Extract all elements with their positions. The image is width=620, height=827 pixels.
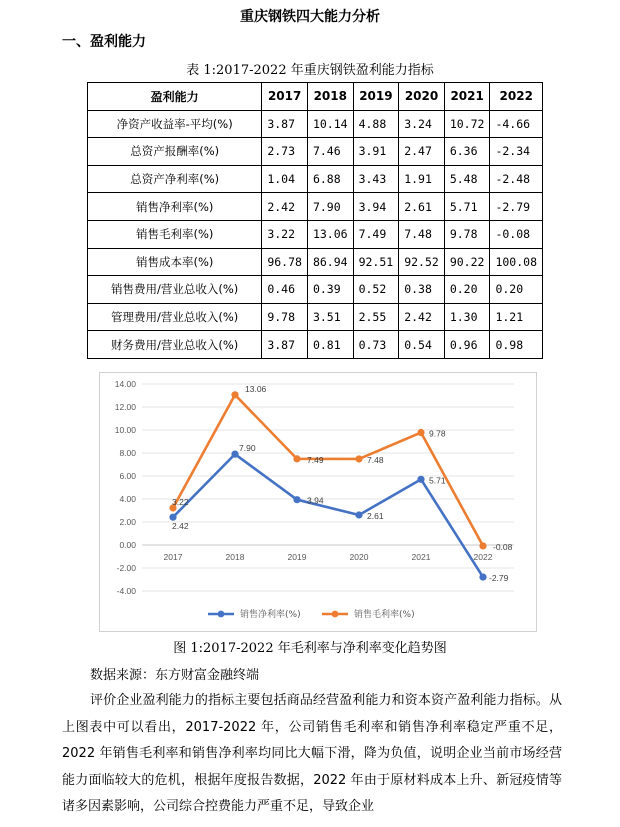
value-cell: 13.06 [307, 220, 353, 248]
y-tick-label: 0.00 [119, 540, 136, 550]
table-header-cell: 2021 [444, 83, 490, 111]
table-row [88, 193, 543, 221]
data-label: 9.78 [429, 428, 446, 439]
x-tick-label: 2017 [163, 552, 183, 562]
value-cell: 96.78 [262, 248, 308, 276]
value-cell: 7.48 [399, 220, 445, 248]
value-cell: 3.22 [262, 220, 308, 248]
data-label: 5.71 [429, 475, 446, 486]
y-tick-label: 14.00 [114, 379, 136, 389]
value-cell: 5.71 [444, 193, 490, 221]
value-cell: 0.39 [307, 276, 353, 304]
value-cell: 7.49 [353, 220, 399, 248]
value-cell: 1.21 [490, 303, 543, 331]
x-tick-label: 2018 [225, 552, 245, 562]
data-point [231, 451, 238, 458]
legend-marker [218, 611, 225, 618]
row-label-cell: 管理费用/营业总收入(%) [88, 303, 262, 331]
table-header-cell: 2018 [307, 83, 353, 111]
x-tick-label: 2021 [411, 552, 431, 562]
row-label-cell: 净资产收益率-平均(%) [88, 110, 262, 138]
row-label-cell: 销售成本率(%) [88, 248, 262, 276]
table-row [88, 303, 543, 331]
row-label-cell: 销售毛利率(%) [88, 220, 262, 248]
value-cell: 86.94 [307, 248, 353, 276]
section-heading: 一、盈利能力 [62, 34, 146, 50]
table-header-cell: 2020 [399, 83, 445, 111]
profitability-table [87, 82, 543, 359]
value-cell: 1.30 [444, 303, 490, 331]
data-point [169, 514, 176, 521]
value-cell: 1.04 [262, 165, 308, 193]
value-cell: 2.73 [262, 138, 308, 166]
value-cell: 92.51 [353, 248, 399, 276]
data-point [417, 429, 424, 436]
value-cell: 0.96 [444, 331, 490, 359]
value-cell: -2.34 [490, 138, 543, 166]
table-header-cell: 2019 [353, 83, 399, 111]
table-caption: 表 1:2017-2022 年重庆钢铁盈利能力指标 [186, 63, 434, 78]
data-point [479, 573, 486, 580]
value-cell: 0.20 [444, 276, 490, 304]
value-cell: 2.42 [262, 193, 308, 221]
line-chart [100, 373, 536, 631]
series-line [173, 454, 483, 577]
y-tick-label: 6.00 [119, 471, 136, 481]
value-cell: 10.14 [307, 110, 353, 138]
y-tick-label: 4.00 [119, 494, 136, 504]
value-cell: 4.88 [353, 110, 399, 138]
table-header-cell: 2017 [262, 83, 308, 111]
value-cell: 5.48 [444, 165, 490, 193]
value-cell: -4.66 [490, 110, 543, 138]
row-label-cell: 销售净利率(%) [88, 193, 262, 221]
row-label-cell: 总资产报酬率(%) [88, 138, 262, 166]
table-body [88, 110, 543, 358]
value-cell: 0.38 [399, 276, 445, 304]
value-cell: 0.98 [490, 331, 543, 359]
value-cell: 6.88 [307, 165, 353, 193]
value-cell: 0.73 [353, 331, 399, 359]
y-tick-label: 12.00 [114, 402, 136, 412]
value-cell: 0.81 [307, 331, 353, 359]
legend-label: 销售净利率(%) [240, 610, 301, 620]
table-row [88, 110, 543, 138]
table-row [88, 276, 543, 304]
data-label: -0.08 [493, 541, 513, 552]
value-cell: -2.48 [490, 165, 543, 193]
data-point [417, 476, 424, 483]
x-tick-label: 2019 [287, 552, 307, 562]
data-point [293, 455, 300, 462]
data-point [355, 455, 362, 462]
table-row [88, 331, 543, 359]
table-row [88, 248, 543, 276]
value-cell: 2.47 [399, 138, 445, 166]
value-cell: 10.72 [444, 110, 490, 138]
data-label: 3.22 [172, 496, 189, 507]
value-cell: 7.90 [307, 193, 353, 221]
value-cell: 0.54 [399, 331, 445, 359]
body-paragraph: 评价企业盈利能力的指标主要包括商品经营盈利能力和资本资产盈利能力指标。从上图表中可以看出，2017-2022 年，公司销售毛利率和销售净利率稳定严重不足，2022 年销售毛利率和销售净利率均同比大幅下滑，降为负值，说明企业当前市场经营能力面临较大的危机，根据年度报告数据，2022 年由于原材料成本上升、新冠疫情等诸多因素影响，公司综合控费能力严重不足，导致企业 [62, 693, 562, 814]
page-title: 重庆钢铁四大能力分析 [240, 9, 380, 25]
value-cell: 2.61 [399, 193, 445, 221]
value-cell: -2.79 [490, 193, 543, 221]
y-tick-label: 8.00 [119, 448, 136, 458]
data-label: 7.48 [367, 454, 384, 465]
value-cell: 3.24 [399, 110, 445, 138]
x-tick-label: 2020 [349, 552, 369, 562]
value-cell: 9.78 [444, 220, 490, 248]
chart-container [99, 372, 537, 632]
table-header-row [88, 83, 543, 111]
value-cell: 3.87 [262, 110, 308, 138]
value-cell: 3.94 [353, 193, 399, 221]
row-label-cell: 财务费用/营业总收入(%) [88, 331, 262, 359]
data-point [479, 542, 486, 549]
chart-caption: 图 1:2017-2022 年毛利率与净利率变化趋势图 [173, 641, 447, 656]
row-label-cell: 总资产净利率(%) [88, 165, 262, 193]
value-cell: 92.52 [399, 248, 445, 276]
data-label: 7.49 [307, 454, 324, 465]
data-label: -2.79 [489, 573, 509, 584]
table-row [88, 220, 543, 248]
value-cell: 0.52 [353, 276, 399, 304]
value-cell: 2.55 [353, 303, 399, 331]
table-row [88, 138, 543, 166]
row-label-cell: 销售费用/营业总收入(%) [88, 276, 262, 304]
value-cell: -0.08 [490, 220, 543, 248]
value-cell: 3.87 [262, 331, 308, 359]
legend-label: 销售毛利率(%) [354, 610, 415, 620]
value-cell: 3.91 [353, 138, 399, 166]
y-tick-label: -4.00 [116, 586, 136, 596]
data-point [293, 496, 300, 503]
data-point [231, 391, 238, 398]
data-source-note: 数据来源：东方财富金融终端 [90, 668, 260, 683]
value-cell: 0.20 [490, 276, 543, 304]
value-cell: 9.78 [262, 303, 308, 331]
data-label: 3.94 [307, 495, 324, 506]
value-cell: 3.51 [307, 303, 353, 331]
value-cell: 7.46 [307, 138, 353, 166]
x-tick-label: 2022 [473, 552, 493, 562]
value-cell: 0.46 [262, 276, 308, 304]
data-point [355, 511, 362, 518]
table-row [88, 165, 543, 193]
legend-marker [332, 611, 339, 618]
data-label: 7.90 [239, 443, 256, 454]
y-tick-label: -2.00 [116, 563, 136, 573]
value-cell: 90.22 [444, 248, 490, 276]
table-header-cell: 2022 [490, 83, 543, 111]
value-cell: 100.08 [490, 248, 543, 276]
value-cell: 2.42 [399, 303, 445, 331]
y-tick-label: 2.00 [119, 517, 136, 527]
y-tick-label: 10.00 [114, 425, 136, 435]
data-label: 13.06 [245, 383, 267, 394]
value-cell: 3.43 [353, 165, 399, 193]
table-header-cell: 盈利能力 [88, 83, 262, 111]
data-label: 2.61 [367, 510, 384, 521]
value-cell: 1.91 [399, 165, 445, 193]
value-cell: 6.36 [444, 138, 490, 166]
data-label: 2.42 [172, 521, 189, 532]
